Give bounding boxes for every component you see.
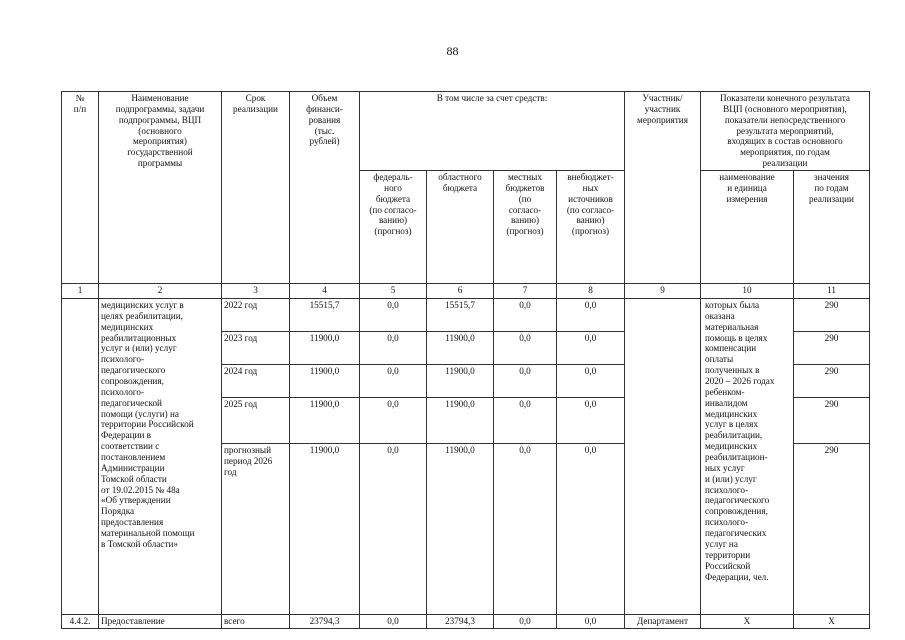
header-number: № п/п bbox=[62, 92, 99, 284]
period-cell: 2023 год bbox=[222, 332, 290, 365]
federal-cell: 0,0 bbox=[360, 444, 427, 615]
extra-cell: 0,0 bbox=[557, 299, 625, 332]
column-number: 6 bbox=[427, 284, 494, 299]
column-number: 1 bbox=[62, 284, 99, 299]
column-number: 9 bbox=[625, 284, 701, 299]
program-table bbox=[61, 91, 870, 629]
column-number: 7 bbox=[494, 284, 557, 299]
regional-cell: 15515,7 bbox=[427, 299, 494, 332]
extra-cell: 0,0 bbox=[557, 444, 625, 615]
column-numbers-row bbox=[62, 284, 870, 299]
header-regional: областного бюджета bbox=[427, 171, 494, 284]
header-total: Объем финанси- рования (тыс. рублей) bbox=[290, 92, 360, 284]
regional-cell: 11900,0 bbox=[427, 332, 494, 365]
indicator-value: 290 bbox=[794, 332, 870, 365]
column-number: 2 bbox=[99, 284, 222, 299]
header-indicators-group: Показатели конечного результата ВЦП (основного мероприятия), показатели непосредственного результата мероприятий, входящих в состав основного мероприятия, по годам реализации bbox=[701, 92, 870, 171]
local-cell: 0,0 bbox=[494, 444, 557, 615]
local-cell: 0,0 bbox=[494, 398, 557, 444]
page-number: 88 bbox=[446, 44, 459, 58]
column-number: 3 bbox=[222, 284, 290, 299]
federal-cell: 0,0 bbox=[360, 332, 427, 365]
regional-cell: 23794,3 bbox=[427, 615, 494, 629]
federal-cell: 0,0 bbox=[360, 365, 427, 398]
local-cell: 0,0 bbox=[494, 615, 557, 629]
indicator-value: 290 bbox=[794, 299, 870, 332]
header-indicator-name: наименование и единица измерения bbox=[701, 171, 794, 284]
header-indicator-value: значения по годам реализации bbox=[794, 171, 870, 284]
header-name: Наименование подпрограммы, задачи подпрограммы, ВЦП (основного мероприятия) государственной программы bbox=[99, 92, 222, 284]
row-number bbox=[62, 299, 99, 615]
period-cell: прогнозный период 2026 год bbox=[222, 444, 290, 615]
regional-cell: 11900,0 bbox=[427, 444, 494, 615]
indicator-value: 290 bbox=[794, 444, 870, 615]
total-cell: 11900,0 bbox=[290, 365, 360, 398]
total-cell: 11900,0 bbox=[290, 398, 360, 444]
header-participant: Участник/ участник мероприятия bbox=[625, 92, 701, 284]
participant-cell: Департамент bbox=[625, 615, 701, 629]
header-extra: внебюджет- ных источников (по согласо- ванию) (прогноз) bbox=[557, 171, 625, 284]
indicator-name: которых была оказана материальная помощь в целях компенсации оплаты полученных в 2020 – 2026 годах ребенком- инвалидом медицинских услуг в целях реабилитации, медицинских реабилитацион- ных услуг и (или) услуг психолого- педагогического сопровождения, психолого- педагогических услуг на территории Российской Федерации, чел. bbox=[701, 299, 794, 615]
total-cell: 15515,7 bbox=[290, 299, 360, 332]
local-cell: 0,0 bbox=[494, 332, 557, 365]
column-number: 11 bbox=[794, 284, 870, 299]
extra-cell: 0,0 bbox=[557, 332, 625, 365]
column-number: 5 bbox=[360, 284, 427, 299]
column-number: 8 bbox=[557, 284, 625, 299]
regional-cell: 11900,0 bbox=[427, 398, 494, 444]
header-local: местных бюджетов (по согласо- ванию) (прогноз) bbox=[494, 171, 557, 284]
federal-cell: 0,0 bbox=[360, 299, 427, 332]
participant-cell bbox=[625, 299, 701, 615]
activity-name: Предоставление bbox=[99, 615, 222, 629]
extra-cell: 0,0 bbox=[557, 615, 625, 629]
federal-cell: 0,0 bbox=[360, 615, 427, 629]
local-cell: 0,0 bbox=[494, 299, 557, 332]
local-cell: 0,0 bbox=[494, 365, 557, 398]
table-row bbox=[62, 615, 870, 629]
total-cell: 23794,3 bbox=[290, 615, 360, 629]
extra-cell: 0,0 bbox=[557, 365, 625, 398]
total-cell: 11900,0 bbox=[290, 332, 360, 365]
indicator-value: 290 bbox=[794, 398, 870, 444]
period-cell: 2025 год bbox=[222, 398, 290, 444]
period-cell: всего bbox=[222, 615, 290, 629]
column-number: 4 bbox=[290, 284, 360, 299]
indicator-value: Х bbox=[794, 615, 870, 629]
period-cell: 2022 год bbox=[222, 299, 290, 332]
indicator-name: Х bbox=[701, 615, 794, 629]
header-sources-group: В том числе за счет средств: bbox=[360, 92, 625, 171]
header-federal: федераль- ного бюджета (по согласо- ванию) (прогноз) bbox=[360, 171, 427, 284]
indicator-value: 290 bbox=[794, 365, 870, 398]
header-period: Срок реализации bbox=[222, 92, 290, 284]
period-cell: 2024 год bbox=[222, 365, 290, 398]
row-number: 4.4.2. bbox=[62, 615, 99, 629]
column-number: 10 bbox=[701, 284, 794, 299]
federal-cell: 0,0 bbox=[360, 398, 427, 444]
regional-cell: 11900,0 bbox=[427, 365, 494, 398]
table-row bbox=[62, 299, 870, 332]
total-cell: 11900,0 bbox=[290, 444, 360, 615]
activity-name: медицинских услуг в целях реабилитации, медицинских реабилитационных услуг и (или) услуг психолого- педагогического сопровождения, психолого- педагогической помощи (услуги) на территории Российской Федерации в соответствии с постановлением Администрации Томской области от 19.02.2015 № 48а «Об утверждении Порядка предоставления материнальной помощи в Томской области» bbox=[99, 299, 222, 615]
extra-cell: 0,0 bbox=[557, 398, 625, 444]
